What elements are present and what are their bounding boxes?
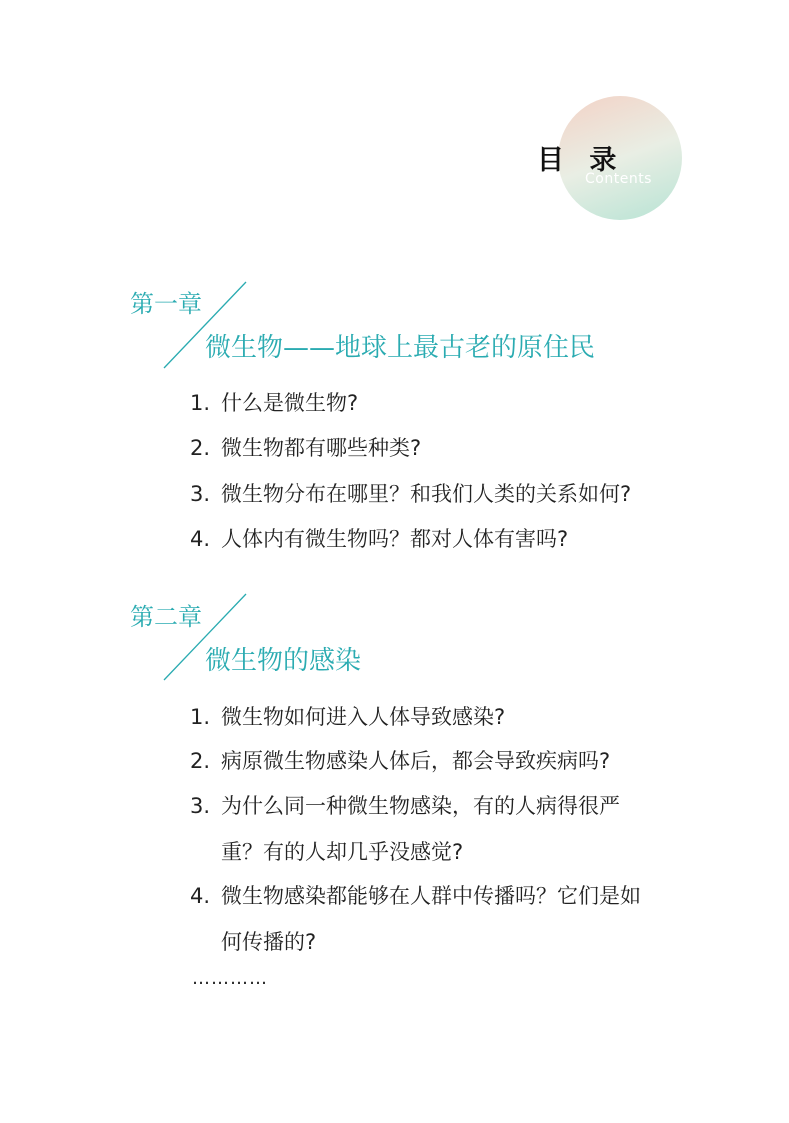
- toc-item[interactable]: [190, 880, 641, 910]
- toc-item-number: 3.: [190, 482, 211, 506]
- toc-item-number: 4.: [190, 527, 211, 551]
- toc-item-continuation[interactable]: 何传播的?: [221, 930, 317, 954]
- toc-item[interactable]: [190, 387, 358, 417]
- toc-item-number: 2.: [190, 436, 211, 460]
- toc-item[interactable]: [190, 523, 568, 553]
- toc-item-text: 病原微生物感染人体后，都会导致疾病吗?: [221, 749, 611, 773]
- toc-item-text: 人体内有微生物吗？都对人体有害吗?: [221, 527, 569, 551]
- page-title: 目 录: [537, 145, 625, 176]
- toc-item-continuation[interactable]: 重？有的人却几乎没感觉?: [221, 840, 464, 864]
- toc-item[interactable]: [190, 478, 631, 508]
- toc-item-text: 微生物都有哪些种类?: [221, 436, 422, 460]
- toc-item[interactable]: [190, 790, 620, 820]
- toc-item-text: 微生物分布在哪里？和我们人类的关系如何?: [221, 482, 632, 506]
- continuation-ellipsis: …………: [192, 968, 268, 989]
- toc-item-number: 2.: [190, 749, 211, 773]
- toc-item-text: 为什么同一种微生物感染，有的人病得很严: [221, 794, 620, 818]
- chapter-1-label: 第一章: [130, 290, 202, 318]
- toc-item-number: 4.: [190, 884, 211, 908]
- chapter-2-title: 微生物的感染: [205, 646, 362, 676]
- toc-item-text: 微生物如何进入人体导致感染?: [221, 705, 506, 729]
- toc-item-number: 1.: [190, 391, 211, 415]
- toc-item[interactable]: [190, 701, 505, 731]
- toc-item-text: 微生物感染都能够在人群中传播吗？它们是如: [221, 884, 641, 908]
- toc-item-number: 1.: [190, 705, 211, 729]
- chapter-2-label: 第二章: [130, 603, 202, 631]
- toc-item[interactable]: [190, 745, 610, 775]
- chapter-1-title: 微生物——地球上最古老的原住民: [205, 333, 596, 363]
- toc-item-text: 什么是微生物?: [221, 391, 359, 415]
- toc-item-number: 3.: [190, 794, 211, 818]
- page-subtitle: Contents: [585, 171, 652, 187]
- toc-item[interactable]: [190, 432, 421, 462]
